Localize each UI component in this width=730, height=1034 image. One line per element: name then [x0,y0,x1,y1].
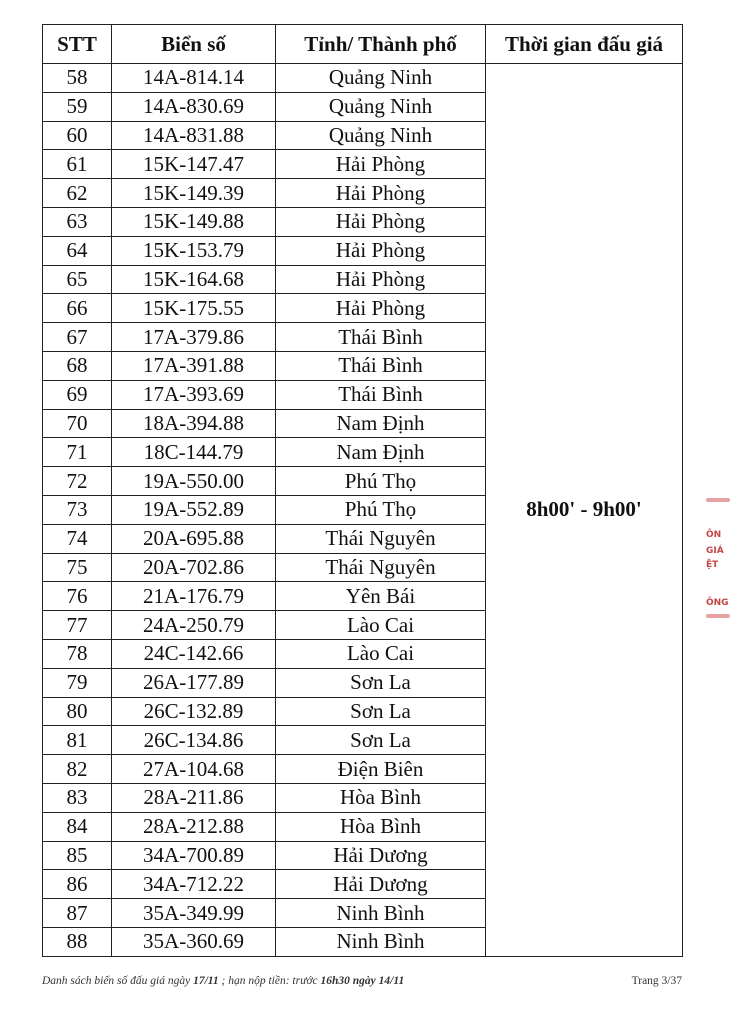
cell-stt: 76 [43,582,112,611]
cell-stt: 82 [43,755,112,784]
cell-province: Quảng Ninh [276,121,486,150]
cell-province: Ninh Bình [276,927,486,956]
seal-stamp-fragment [700,490,730,630]
cell-plate: 34A-712.22 [112,870,276,899]
stamp-mark-bottom [706,614,730,618]
cell-plate: 26A-177.89 [112,668,276,697]
cell-province: Thái Bình [276,323,486,352]
cell-stt: 79 [43,668,112,697]
cell-province: Thái Nguyên [276,553,486,582]
cell-province: Hải Phòng [276,236,486,265]
cell-plate: 19A-550.00 [112,467,276,496]
cell-plate: 15K-164.68 [112,265,276,294]
cell-province: Hải Phòng [276,265,486,294]
cell-plate: 19A-552.89 [112,495,276,524]
cell-stt: 74 [43,524,112,553]
cell-province: Thái Bình [276,380,486,409]
cell-plate: 20A-695.88 [112,524,276,553]
cell-stt: 67 [43,323,112,352]
cell-plate: 17A-391.88 [112,351,276,380]
cell-stt: 81 [43,726,112,755]
cell-stt: 61 [43,150,112,179]
cell-stt: 85 [43,841,112,870]
cell-plate: 27A-104.68 [112,755,276,784]
cell-plate: 26C-132.89 [112,697,276,726]
cell-stt: 78 [43,639,112,668]
cell-stt: 88 [43,927,112,956]
header-plate: Biển số [112,25,276,64]
cell-province: Điện Biên [276,755,486,784]
cell-province: Ninh Bình [276,899,486,928]
footer-note [42,975,404,987]
cell-province: Sơn La [276,697,486,726]
cell-plate: 18C-144.79 [112,438,276,467]
cell-time-slot: 8h00' - 9h00' [486,64,683,957]
auction-table [42,24,683,957]
cell-province: Nam Định [276,409,486,438]
cell-province: Hải Phòng [276,207,486,236]
cell-stt: 86 [43,870,112,899]
cell-plate: 24A-250.79 [112,611,276,640]
cell-province: Thái Nguyên [276,524,486,553]
cell-province: Phú Thọ [276,467,486,496]
cell-stt: 75 [43,553,112,582]
cell-plate: 15K-149.88 [112,207,276,236]
cell-province: Sơn La [276,668,486,697]
cell-province: Lào Cai [276,639,486,668]
table-header-row [43,25,683,64]
page-number: Trang 3/37 [631,975,682,987]
stamp-text-4: ÔNG [706,598,729,608]
cell-stt: 63 [43,207,112,236]
cell-province: Hải Phòng [276,294,486,323]
cell-province: Phú Thọ [276,495,486,524]
cell-plate: 20A-702.86 [112,553,276,582]
cell-stt: 80 [43,697,112,726]
cell-stt: 73 [43,495,112,524]
cell-plate: 15K-153.79 [112,236,276,265]
cell-province: Quảng Ninh [276,64,486,93]
cell-plate: 15K-149.39 [112,179,276,208]
cell-plate: 26C-134.86 [112,726,276,755]
table-row [43,64,683,93]
cell-province: Hải Dương [276,841,486,870]
header-time: Thời gian đấu giá [486,25,683,64]
cell-stt: 84 [43,812,112,841]
cell-plate: 17A-379.86 [112,323,276,352]
cell-plate: 18A-394.88 [112,409,276,438]
cell-stt: 72 [43,467,112,496]
stamp-mark-top [706,498,730,502]
cell-plate: 14A-814.14 [112,64,276,93]
cell-plate: 35A-360.69 [112,927,276,956]
cell-plate: 17A-393.69 [112,380,276,409]
cell-province: Hòa Bình [276,783,486,812]
cell-province: Hải Dương [276,870,486,899]
cell-province: Yên Bái [276,582,486,611]
cell-plate: 28A-211.86 [112,783,276,812]
cell-stt: 62 [43,179,112,208]
cell-province: Hải Phòng [276,150,486,179]
header-stt: STT [43,25,112,64]
cell-stt: 58 [43,64,112,93]
cell-stt: 65 [43,265,112,294]
cell-plate: 15K-147.47 [112,150,276,179]
cell-plate: 34A-700.89 [112,841,276,870]
cell-stt: 64 [43,236,112,265]
cell-stt: 59 [43,92,112,121]
cell-stt: 87 [43,899,112,928]
footer-note-prefix: Danh sách biển số đấu giá ngày [42,975,191,987]
cell-stt: 60 [43,121,112,150]
cell-stt: 77 [43,611,112,640]
stamp-text-3: ỆT [706,560,719,570]
footer-deadline: 16h30 ngày 14/11 [320,975,405,987]
cell-province: Lào Cai [276,611,486,640]
cell-plate: 14A-831.88 [112,121,276,150]
stamp-text-2: GIÁ [706,546,724,556]
cell-plate: 35A-349.99 [112,899,276,928]
header-province: Tỉnh/ Thành phố [276,25,486,64]
cell-plate: 21A-176.79 [112,582,276,611]
cell-province: Thái Bình [276,351,486,380]
cell-stt: 70 [43,409,112,438]
cell-plate: 28A-212.88 [112,812,276,841]
cell-stt: 66 [43,294,112,323]
cell-stt: 68 [43,351,112,380]
cell-province: Hải Phòng [276,179,486,208]
cell-plate: 15K-175.55 [112,294,276,323]
cell-province: Nam Định [276,438,486,467]
table-body [43,64,683,957]
cell-stt: 71 [43,438,112,467]
cell-stt: 69 [43,380,112,409]
cell-stt: 83 [43,783,112,812]
footer-auction-date: 17/11 [193,975,219,987]
stamp-text-1: ÔN [706,530,722,540]
footer-note-middle: ; hạn nộp tiền: trước [221,975,318,987]
cell-plate: 24C-142.66 [112,639,276,668]
cell-plate: 14A-830.69 [112,92,276,121]
cell-province: Sơn La [276,726,486,755]
cell-province: Quảng Ninh [276,92,486,121]
cell-province: Hòa Bình [276,812,486,841]
